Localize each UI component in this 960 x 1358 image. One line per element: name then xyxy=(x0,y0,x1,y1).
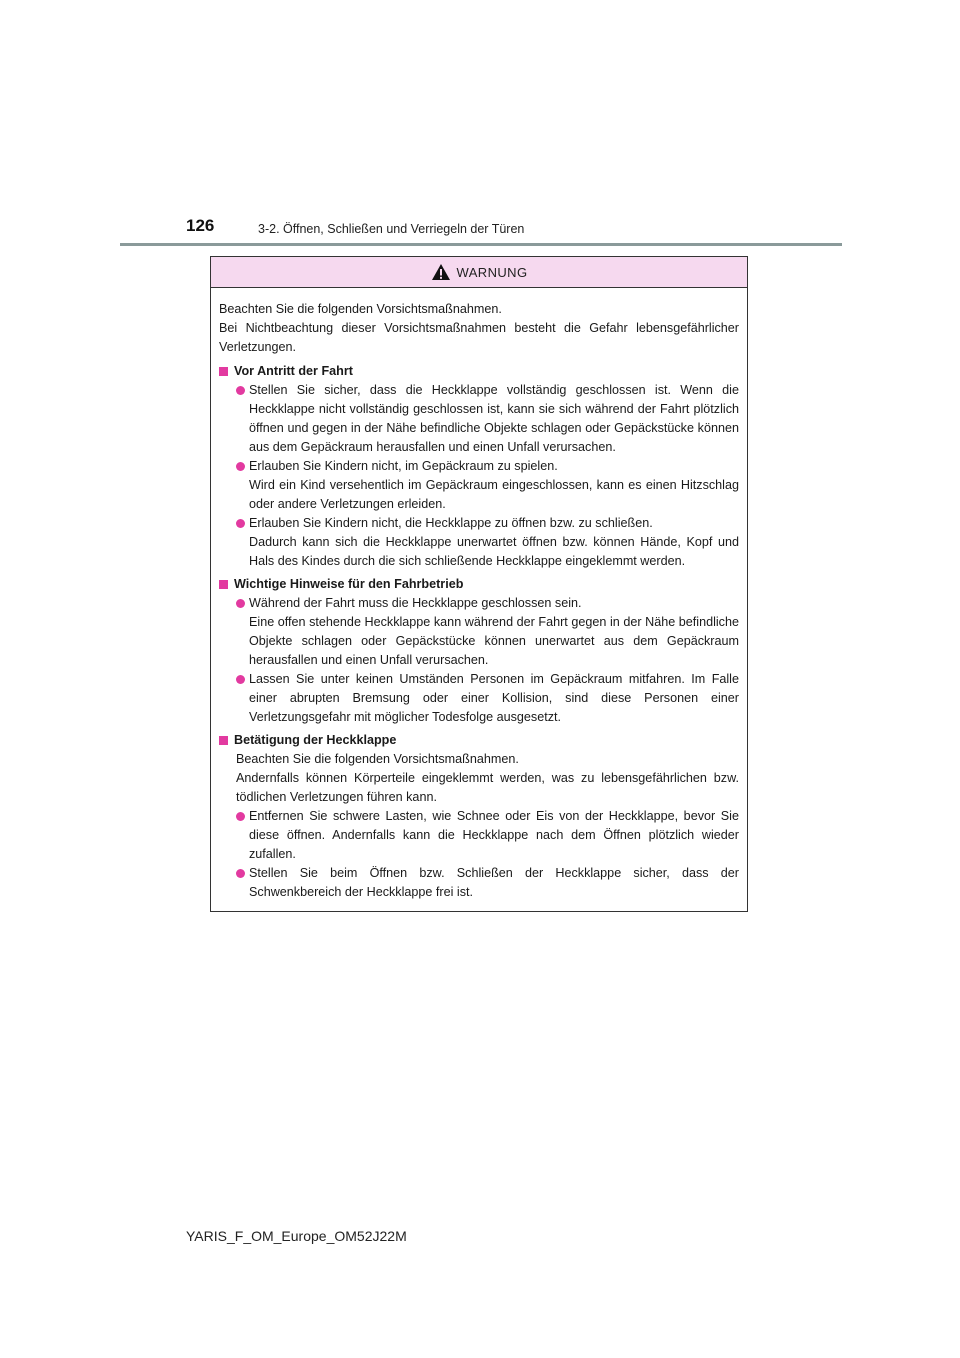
bullet-text: Während der Fahrt muss die Heckklappe geschlossen sein. Eine offen stehende Heckklappe kann während der Fahrt gegen in der Nähe befindliche Objekte schlagen oder Gepäckstücke können unerwartet aus dem Gepäckraum herausfallen und einen Unfall verursachen. xyxy=(249,596,739,667)
bullet-text: Stellen Sie sicher, dass die Heckklappe vollständig geschlossen ist. Wenn die Heckklappe nicht vollständig geschlossen ist, kann sie sich während der Fahrt plötzlich öffnen und gegen in der Nähe befindliche Objekte schlagen oder Gepäckstücke können aus dem Gepäckraum herausfallen und einen Unfall verursachen. xyxy=(249,383,739,454)
round-bullet-icon xyxy=(236,599,245,608)
section-heading xyxy=(219,731,739,750)
bullet-text: Entfernen Sie schwere Lasten, wie Schnee oder Eis von der Heckklappe, bevor Sie diese öffnen. Andernfalls kann die Heckklappe nach dem Öffnen plötzlich wieder zufallen. xyxy=(249,809,739,861)
page-number: 126 xyxy=(186,216,215,235)
bullet-item xyxy=(219,514,739,571)
bullet-text: Erlauben Sie Kindern nicht, die Heckklappe zu öffnen bzw. zu schließen. Dadurch kann sich die Heckklappe unerwartet öffnen bzw. können Hände, Kopf und Hals des Kindes durch die sich schließende Heckklappe eingeklemmt werden. xyxy=(249,516,739,568)
round-bullet-icon xyxy=(236,519,245,528)
warning-body xyxy=(211,288,747,902)
bullet-item xyxy=(219,457,739,514)
square-bullet-icon xyxy=(219,367,228,376)
square-bullet-icon xyxy=(219,580,228,589)
bullet-item xyxy=(219,807,739,864)
round-bullet-icon xyxy=(236,869,245,878)
bullet-text: Erlauben Sie Kindern nicht, im Gepäckraum zu spielen. Wird ein Kind versehentlich im Gepäckraum eingeschlossen, kann es einen Hitzschlag oder andere Verletzungen erleiden. xyxy=(249,459,739,511)
round-bullet-icon xyxy=(236,812,245,821)
round-bullet-icon xyxy=(236,386,245,395)
section-heading-text: Vor Antritt der Fahrt xyxy=(234,364,353,378)
bullet-item xyxy=(219,864,739,902)
section-heading xyxy=(219,575,739,594)
header-rule xyxy=(120,243,842,246)
round-bullet-icon xyxy=(236,675,245,684)
document-code: YARIS_F_OM_Europe_OM52J22M xyxy=(186,1228,407,1244)
warning-intro: Beachten Sie die folgenden Vorsichtsmaßnahmen. xyxy=(219,302,502,316)
square-bullet-icon xyxy=(219,736,228,745)
section-heading-text: Betätigung der Heckklappe xyxy=(234,733,397,747)
section-text: Beachten Sie die folgenden Vorsichtsmaßnahmen. Andernfalls können Körperteile eingeklemmt werden, was zu lebensgefährlichen bzw. tödlichen Verletzungen führen kann. xyxy=(236,752,739,804)
section-heading-text: Wichtige Hinweise für den Fahrbetrieb xyxy=(234,577,464,591)
warning-title: WARNUNG xyxy=(456,264,528,280)
bullet-text: Lassen Sie unter keinen Umständen Personen im Gepäckraum mitfahren. Im Falle einer abrupten Bremsung oder einer Kollision, sind diese Personen einer Verletzungsgefahr mit möglicher Todesfolge ausgesetzt. xyxy=(249,672,739,724)
warning-triangle-icon xyxy=(431,263,451,281)
round-bullet-icon xyxy=(236,462,245,471)
bullet-item xyxy=(219,670,739,727)
bullet-item xyxy=(219,594,739,670)
bullet-item xyxy=(219,381,739,457)
warning-header xyxy=(211,257,747,288)
warning-box xyxy=(210,256,748,912)
section-title: 3-2. Öffnen, Schließen und Verriegeln der Türen xyxy=(258,222,525,236)
warning-intro-consequence: Bei Nichtbeachtung dieser Vorsichtsmaßnahmen besteht die Gefahr lebensgefährlicher Verletzungen. xyxy=(219,321,739,354)
bullet-text: Stellen Sie beim Öffnen bzw. Schließen der Heckklappe sicher, dass der Schwenkbereich der Heckklappe frei ist. xyxy=(249,866,739,899)
section-heading xyxy=(219,362,739,381)
